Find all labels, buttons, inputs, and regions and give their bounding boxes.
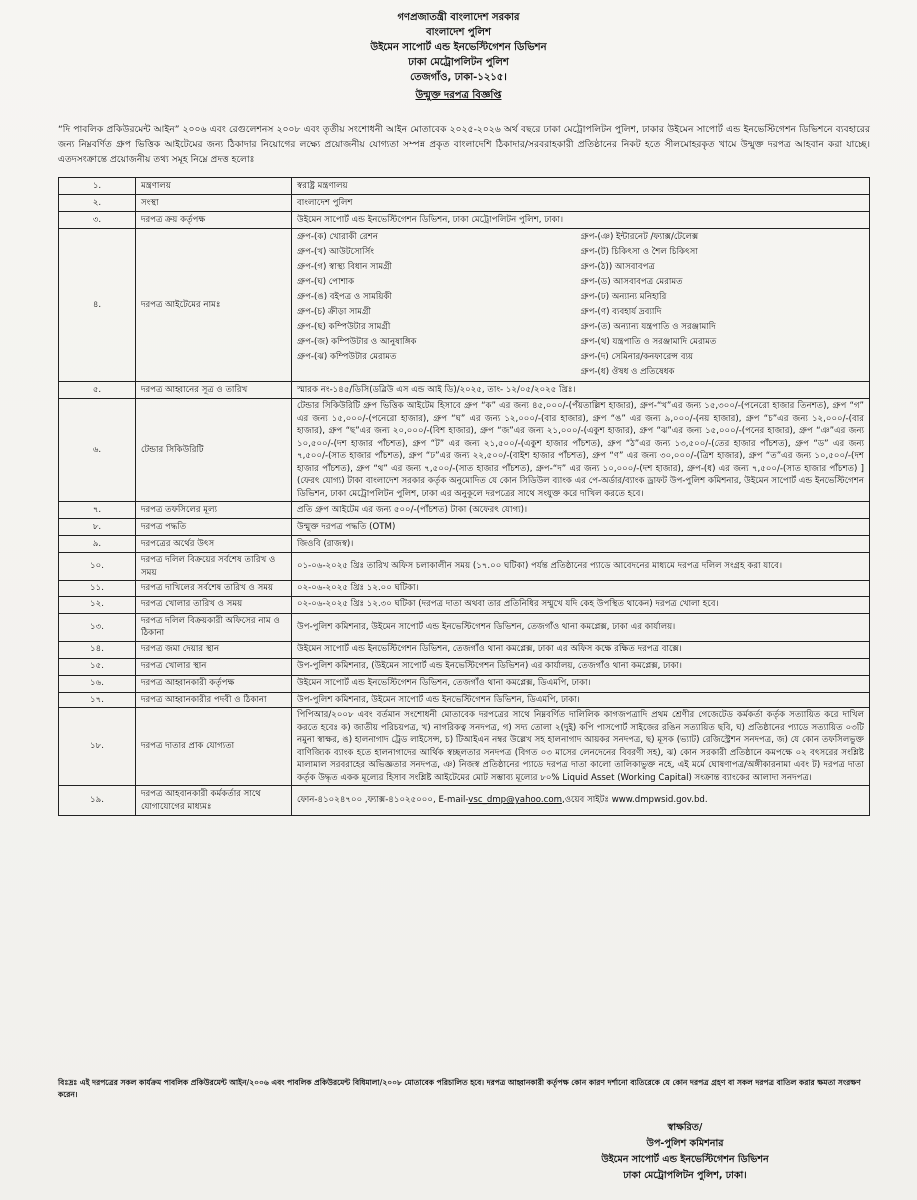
- row-label: দরপত্র আহ্বানের সূত্র ও তারিখ: [136, 382, 292, 399]
- row-label: দরপত্র আহ্বানকারী কর্তৃপক্ষ: [136, 675, 292, 692]
- row-number: ৬.: [59, 399, 136, 502]
- letterhead: [0, 10, 917, 103]
- table-row: [59, 613, 870, 641]
- list-item: গ্রুপ-(চ) ক্রীড়া সামগ্রী: [297, 307, 371, 317]
- row-value: ০১-০৬-২০২৫ খ্রিঃ তারিখ অফিস চলাকালীন সময় (১৭.০০ ঘটিকা) পর্যন্ত প্রতিষ্ঠানের প্যাডে আবেদনের মাধ্যমে দরপত্র দলিল সংগ্রহ করা যাবে।: [292, 553, 870, 581]
- police-name: বাংলাদেশ পুলিশ: [426, 27, 491, 38]
- row-value: ০২-০৬-২০২৫ খ্রিঃ ১২.০০ ঘটিকা।: [292, 581, 870, 597]
- row-number: ৯.: [59, 536, 136, 553]
- table-row: [59, 553, 870, 581]
- row-value: প্রতি গ্রুপ আইটেম এর জন্য ৫০০/-(পাঁচশত) টাকা (অফেরৎ যোগ্য)।: [292, 502, 870, 519]
- division-name: উইমেন সাপোর্ট এন্ড ইনভেস্টিগেশন ডিভিশন: [370, 42, 547, 53]
- list-item: গ্রুপ-(জ) কম্পিউটার ও আনুষাঙ্গিক: [297, 337, 417, 347]
- row-label: দরপত্র পদ্ধতি: [136, 519, 292, 536]
- row-label: দরপত্র আহ্বানকারীর পদবী ও ঠিকানা: [136, 692, 292, 708]
- row-value: টেন্ডার সিকিউরিটি গ্রুপ ভিত্তিক আইটেম হিসাবে গ্রুপ “ক” এর জন্য ৪৫,০০০/-(পঁয়তাল্লিশ হাজার), গ্রুপ-“খ”এর জন্য ১৫,৩০০/-(পনেরো হাজার তিনশত), গ্রুপ “গ” এর জন্য ১৫,০০০/-(পনেরো হাজার), গ্রুপ “ঘ” এর জন্য ১২,০০০/-(বার হাজার), গ্রুপ “ঙ” এর জন্য ৯,০০০/-(নয় হাজার), গ্রুপ “চ”এর জন্য ১২,০০০/-(বার হাজার), গ্রুপ “ছ”এর জন্য ২০,০০০/-(বিশ হাজার), গ্রুপ “জ”এর জন্য ২১,০০০/-(একুশ হাজার), গ্রুপ “ঝ”এর জন্য ১৫,০০০/-(পনের হাজার), গ্রুপ “ঞ”এর জন্য ১০,৫০০/-(দশ হাজার পাঁচশত), গ্রুপ “ট” এর জন্য ২১,৫০০/-(একুশ হাজার পাঁচশত), গ্রুপ “ঠ”এর জন্য ১৩,৫০০/-(তের হাজার পাঁচশত), গ্রুপ “ড” এর জন্য ৭,৫০০/-(সাত হাজার পাঁচশত), গ্রুপ “ঢ”এর জন্য ২২,৫০০/-(বাইশ হাজার পাঁচশত), গ্রুপ “ণ” এর জন্য ৩০,০০০/-(ত্রিশ হাজার), গ্রুপ “ত”এর জন্য ১০,৫০০/-(দশ হাজার পাঁচশত), গ্রুপ “থ” এর জন্য ৭,৫০০/-(সাত হাজার পাঁচশত), গ্রুপ-“দ” এর জন্য ১০,০০০/-(দশ হাজার), গ্রুপ-(ধ) এর জন্য ৭,৫০০/-(সাত হাজার পাঁচশত) ] (ফেরৎ যোগ্য) টাকা বাংলাদেশ সরকার কর্তৃক অনুমোদিত যে কোন সিডিউল ব্যাংক এর পে-অর্ডার/ব্যাংক ড্রাফট উপ-পুলিশ কমিশনার, উইমেন সাপোর্ট এন্ড ইনভেস্টিগেশন ডিভিশন, ঢাকা মেট্রোপলিটন পুলিশ, ঢাকা এর অনুকূলে দরপত্রের সাথে সংযুক্ত করে দাখিল করতে হবে।: [292, 399, 870, 502]
- row-number: ১৩.: [59, 613, 136, 641]
- row-label: দরপত্র আহবানকারী কর্মকর্তার সাথে যোগাযোগের মাধ্যমঃ: [136, 786, 292, 816]
- row-value: জিওবি (রাজস্ব)।: [292, 536, 870, 553]
- table-row: [59, 658, 870, 675]
- list-item: গ্রুপ-(ঠ)) আসবাবপত্র: [580, 262, 655, 272]
- email-prefix: E-mail-: [438, 795, 469, 806]
- footnote: বিঃদ্রঃ এই দরপত্রের সকল কার্যক্রম পাবলিক প্রকিউরমেন্ট আইন/২০০৬ এবং পাবলিক প্রকিউরমেন্ট বিধিমালা/২০০৮ মোতাবেক পরিচালিত হবে। দরপত্র আহ্বানকারী কর্তৃপক্ষ কোন কারণ দর্শানো ব্যতিরেকে যে কোন দরপত্র গ্রহণ বা সকল দরপত্র বাতিল করার ক্ষমতা সংরক্ষণ করেন।: [58, 1078, 861, 1099]
- row-label: দরপত্র জমা দেয়ার স্থান: [136, 641, 292, 658]
- table-row: [59, 212, 870, 229]
- row-number: ১১.: [59, 581, 136, 597]
- notice-title: উন্মুক্ত দরপত্র বিজ্ঞপ্তি: [415, 90, 502, 101]
- row-number: ১৮.: [59, 708, 136, 786]
- row-label: মন্ত্রণালয়: [136, 178, 292, 195]
- row-number: ৫.: [59, 382, 136, 399]
- row-value: উইমেন সাপোর্ট এন্ড ইনভেস্টিগেশন ডিভিশন, তেজগাঁও থানা কমপ্লেক্স, ঢাকা এর অফিস কক্ষে রক্ষিত দরপত্র বাক্সে।: [292, 641, 870, 658]
- list-item: গ্রুপ-(ত) অন্যান্য যন্ত্রপাতি ও সরঞ্জামাদি: [580, 322, 716, 332]
- table-row: [59, 519, 870, 536]
- row-label: দরপত্র আইটেমের নামঃ: [136, 229, 292, 382]
- row-number: ১৯.: [59, 786, 136, 816]
- table-row: [59, 382, 870, 399]
- address: তেজগাঁও, ঢাকা-১২১৫।: [410, 72, 507, 83]
- row-label: দরপত্রের অর্থের উৎস: [136, 536, 292, 553]
- row-label: সংস্থা: [136, 195, 292, 212]
- list-item: গ্রুপ-(দ) সেমিনার/কনফারেন্স ব্যয়: [580, 352, 694, 362]
- row-label: দরপত্র দলিল বিক্রয়কারী অফিসের নাম ও ঠিকানা: [136, 613, 292, 641]
- row-value: স্বরাষ্ট্র মন্ত্রণালয়: [292, 178, 870, 195]
- row-value: [292, 229, 870, 382]
- table-row: [59, 229, 870, 382]
- table-row: [59, 692, 870, 708]
- list-item: গ্রুপ-(ধ) ঔষধ ও প্রতিষেধক: [580, 367, 675, 377]
- table-row: [59, 708, 870, 786]
- dmp-name: ঢাকা মেট্রোপলিটন পুলিশ: [408, 57, 509, 68]
- table-row: [59, 178, 870, 195]
- contact-info: [292, 786, 870, 816]
- table-row: [59, 641, 870, 658]
- row-number: ১৬.: [59, 675, 136, 692]
- table-row: [59, 536, 870, 553]
- tender-details-table: [58, 177, 870, 816]
- row-value: স্মারক নং-১৪৫/ডিসি(ডব্লিউ এস এন্ড আই ডি)/২০২৫, তাং- ১২/০৫/২০২৫ খ্রিঃ।: [292, 382, 870, 399]
- list-item: গ্রুপ-(ড) আসবাবপত্র মেরামত: [580, 277, 683, 287]
- govt-name: গণপ্রজাতন্ত্রী বাংলাদেশ সরকার: [397, 12, 520, 23]
- row-value: পিপিআর/২০০৮ এবং বর্তমান সংশোধনী মোতাবেক দরপত্রের সাথে নিম্নবর্ণিত দালিলিক কাগজপত্রাদি প্রথম শ্রেণীর গেজেটেড কর্মকর্তা কর্তৃক সত্যায়িত করে দাখিল করতে হবেঃ ক) জাতীয় পরিচয়পত্র, খ) নাগরিকত্ব সনদপত্র, গ) সদ্য তোলা ২(দুই) কপি পাসপোর্ট সাইজের রঙিন সত্যায়িত ছবি, ঘ) প্রতিষ্ঠানের প্যাডে সত্যায়িত ০৩টি নমুনা স্বাক্ষর, ঙ) হালনাগাদ ট্রেড লাইসেন্স, চ) টিআইএন নম্বর উল্লেখ সহ হালনাগাদ আয়কর সনদপত্র, ছ) মূসক (ভ্যাট) রেজিস্ট্রেশন সনদপত্র, জ) যে কোন তফসিলভুক্ত বাণিজ্যিক ব্যাংক হতে হালনাগাদের আর্থিক স্বচ্ছলতার সনদপত্র (বিগত ০৩ মাসের লেনদেনের বিবরণী সহ), ঝ) কোন সরকারী প্রতিষ্ঠানে কমপক্ষে ০২ বৎসরের সংশ্লিষ্ট মালামাল সরবরাহের অভিজ্ঞতার সনদপত্র, ঞ) নিজস্ব প্রতিষ্ঠানের প্যাডে দরপত্র দাতা কালো তালিকাভুক্ত নহে, এই মর্মে ঘোষণাপত্র/অঙ্গীকারনামা এবং ট) দরপত্র দাতা কর্তৃক উদ্ধৃত একক মূল্যের হিসাব সংশ্লিষ্ট আইটেমের মোট সম্ভাব্য মূল্যের ৮০% Liquid Asset (Working Capital) সংক্রান্ত ব্যাংকের আলাদা সনদপত্র।: [292, 708, 870, 786]
- item-groups: [297, 230, 864, 380]
- signatory-division: উইমেন সাপোর্ট এন্ড ইনভেস্টিগেশন ডিভিশন: [601, 1154, 769, 1165]
- row-value: উপ-পুলিশ কমিশনার, উইমেন সাপোর্ট এন্ড ইনভেস্টিগেশন ডিভিশন, ডিএমপি, ঢাকা।: [292, 692, 870, 708]
- row-number: ৮.: [59, 519, 136, 536]
- list-item: গ্রুপ-(ঘ) পোশাক: [297, 277, 355, 287]
- phone-fax: ফোন-৪১০২৪৭০০ ,ফ্যাক্স-৪১০২৫০০০,: [297, 795, 439, 806]
- row-value: উপ-পুলিশ কমিশনার, উইমেন সাপোর্ট এন্ড ইনভেস্টিগেশন ডিভিশন, তেজগাঁও থানা কমপ্লেক্স, ঢাকা এর কার্যালয়।: [292, 613, 870, 641]
- email-link[interactable]: vsc_dmp@yahoo.com: [468, 795, 562, 806]
- row-value: উন্মুক্ত দরপত্র পদ্ধতি (OTM): [292, 519, 870, 536]
- row-number: ১৪.: [59, 641, 136, 658]
- list-item: গ্রুপ-(ক) খোরাকী রেশন: [297, 232, 378, 242]
- groups-left-column: [297, 230, 581, 380]
- list-item: গ্রুপ-(ঝ) কম্পিউটার মেরামত: [297, 352, 397, 362]
- signed-label: স্বাক্ষরিত/: [667, 1122, 703, 1133]
- signatory-office: ঢাকা মেট্রোপলিটন পুলিশ, ঢাকা।: [623, 1170, 747, 1181]
- row-label: দরপত্র তফসিলের মূল্য: [136, 502, 292, 519]
- row-label: দরপত্র দাতার প্রাক যোগ্যতা: [136, 708, 292, 786]
- row-label: দরপত্র দাখিলের সর্বশেষ তারিখ ও সময়: [136, 581, 292, 597]
- signatory-title: উপ-পুলিশ কমিশনার: [646, 1138, 724, 1149]
- list-item: গ্রুপ-(ণ) ব্যবহার্য দ্রব্যাদি: [580, 307, 662, 317]
- row-number: ১৫.: [59, 658, 136, 675]
- row-label: দরপত্র খোলার তারিখ ও সময়: [136, 596, 292, 613]
- row-number: ১.: [59, 178, 136, 195]
- row-number: ১৭.: [59, 692, 136, 708]
- groups-right-column: [581, 230, 865, 380]
- row-label: দরপত্র দলিল বিক্রয়ের সর্বশেষ তারিখ ও সময়: [136, 553, 292, 581]
- row-label: দরপত্র ক্রয় কর্তৃপক্ষ: [136, 212, 292, 229]
- row-value: উইমেন সাপোর্ট এন্ড ইনভেস্টিগেশন ডিভিশন, তেজগাঁও থানা কমপ্লেক্স, ডিএমপি, ঢাকা।: [292, 675, 870, 692]
- list-item: গ্রুপ-(ট) চিকিৎসা ও শৈল চিকিৎসা: [580, 247, 698, 257]
- table-row: [59, 581, 870, 597]
- table-row: [59, 399, 870, 502]
- list-item: গ্রুপ-(ঙ) বইপত্র ও সাময়িকী: [297, 292, 392, 302]
- row-number: ২.: [59, 195, 136, 212]
- row-label: দরপত্র খোলার স্থান: [136, 658, 292, 675]
- table-row: [59, 675, 870, 692]
- signature-block: [560, 1120, 810, 1184]
- website[interactable]: ,ওয়েব সাইটঃ www.dmpwsid.gov.bd.: [561, 795, 708, 806]
- table-row: [59, 596, 870, 613]
- list-item: গ্রুপ-(ঢ) অন্যান্য মনিহারি: [580, 292, 667, 302]
- table-row: [59, 786, 870, 816]
- row-number: ১২.: [59, 596, 136, 613]
- list-item: গ্রুপ-(গ) স্বাস্থ্য বিধান সামগ্রী: [297, 262, 392, 272]
- table-row: [59, 502, 870, 519]
- row-label: টেন্ডার সিকিউরিটি: [136, 399, 292, 502]
- list-item: গ্রুপ-(থ) যন্ত্রপাতি ও সরঞ্জামাদি মেরামত: [580, 337, 717, 347]
- row-value: উইমেন সাপোর্ট এন্ড ইনভেস্টিগেশন ডিভিশন, ঢাকা মেট্রোপলিটন পুলিশ, ঢাকা।: [292, 212, 870, 229]
- row-value: ০২-০৬-২০২৫ খ্রিঃ ১২.৩০ ঘটিকা (দরপত্র দাতা অথবা তার প্রতিনিধির সম্মুখে যদি কেহ উপস্থিত থাকেন) দরপত্র খোলা হবে।: [292, 596, 870, 613]
- row-number: ৭.: [59, 502, 136, 519]
- list-item: গ্রুপ-(খ) আউটসোর্সিং: [297, 247, 374, 257]
- list-item: গ্রুপ-(ঞ) ইন্টারনেট /ফ্যাক্স/টেলেক্স: [580, 232, 699, 242]
- table-row: [59, 195, 870, 212]
- row-number: ৪.: [59, 229, 136, 382]
- list-item: গ্রুপ-(ছ) কম্পিউটার সামগ্রী: [297, 322, 391, 332]
- intro-paragraph: “দি পাবলিক প্রকিউরমেন্ট আইন” ২০০৬ এবং রেগুলেশনস ২০০৮ এবং তৃতীয় সংশোধনী আইন মোতাবেক ২০২৫-২০২৬ অর্থ বছরে ঢাকা মেট্রোপলিটন পুলিশ, ঢাকার উইমেন সাপোর্ট এন্ড ইনভেস্টিগেশন ডিভিশনে ব্যবহারের জন্য নিম্নবর্ণিত গ্রুপ ভিত্তিক আইটেমের জন্য ঠিকাদার নিয়োগের লক্ষ্যে প্রয়োজনীয় যোগ্যতা সম্পন্ন প্রকৃত বাংলাদেশি ঠিকাদার/সরবরাহকারী প্রতিষ্ঠানের নিকট হতে সীলমোহরকৃত খামে উন্মুক্ত দরপত্র আহবান করা যাচ্ছে। এতদসংক্রান্তে প্রয়োজনীয় তথ্য সমূহ নিম্নে প্রদত্ত হলোঃ: [58, 124, 870, 165]
- row-number: ১০.: [59, 553, 136, 581]
- row-number: ৩.: [59, 212, 136, 229]
- row-value: উপ-পুলিশ কমিশনার, (উইমেন সাপোর্ট এন্ড ইনভেস্টিগেশন ডিভিশন) এর কার্যালয়, তেজগাঁও থানা কমপ্লেক্স, ঢাকা।: [292, 658, 870, 675]
- row-value: বাংলাদেশ পুলিশ: [292, 195, 870, 212]
